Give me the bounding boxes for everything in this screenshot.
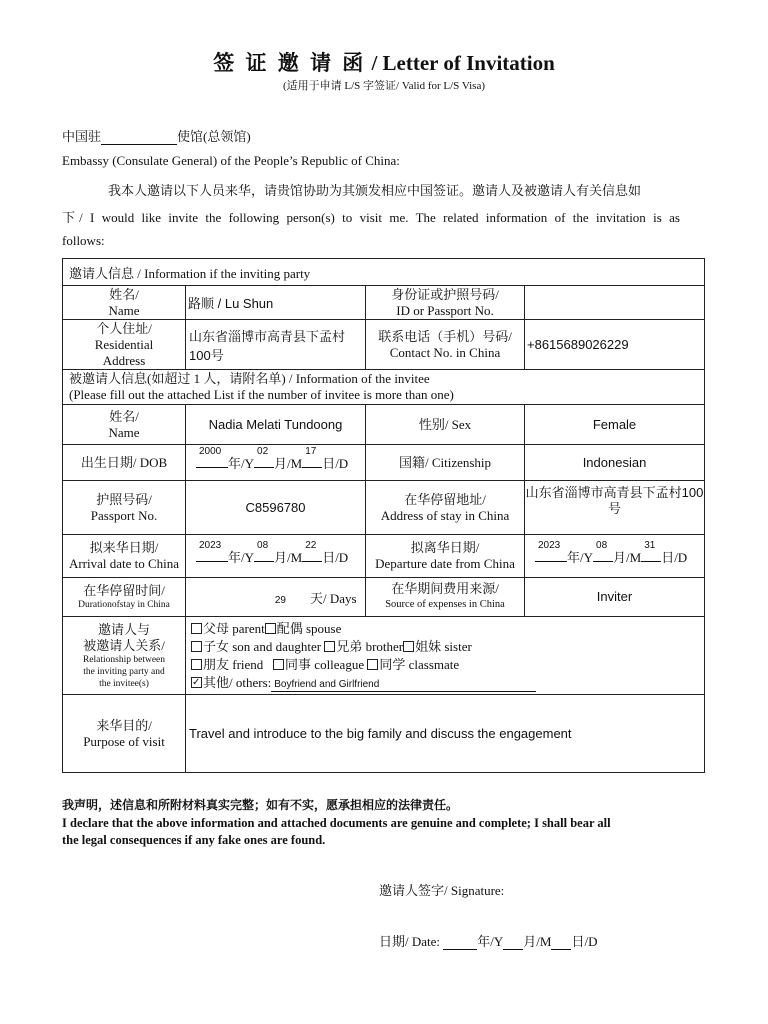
inviter-phone-value[interactable]: +8615689026229 bbox=[525, 320, 705, 370]
inviter-address-label: 个人住址/ Residential Address bbox=[63, 320, 186, 370]
invitation-form-table bbox=[62, 258, 705, 773]
checkbox-sister[interactable]: 姐妹 sister bbox=[403, 639, 472, 654]
invitee-expense-label: 在华期间费用来源/ Source of expenses in China bbox=[366, 578, 525, 617]
invitee-name-value[interactable]: Nadia Melati Tundoong bbox=[186, 405, 366, 445]
checkbox-parent[interactable]: 父母 parent bbox=[191, 621, 265, 636]
invitee-name-label: 姓名/ Name bbox=[63, 405, 186, 445]
invitee-section-label: 被邀请人信息(如超过 1 人，请附名单) / Information of the invitee (Please fill out the attached List if the number of invitee is more than one) bbox=[63, 370, 705, 405]
relationship-other-value[interactable]: Boyfriend and Girlfriend bbox=[271, 678, 536, 692]
inviter-address-value[interactable]: 山东省淄博市高青县下孟村100号 bbox=[186, 320, 366, 370]
invitee-duration-value[interactable]: 29 天/ Days bbox=[186, 578, 366, 617]
inviter-id-value[interactable] bbox=[525, 286, 705, 320]
invitee-dob-label: 出生日期/ DOB bbox=[63, 445, 186, 481]
checkbox-colleague[interactable]: 同事 colleague bbox=[273, 657, 364, 672]
date-year-blank[interactable] bbox=[443, 933, 477, 950]
invitee-stay-address-value[interactable]: 山东省淄博市高青县下孟村100号 bbox=[525, 481, 705, 535]
purpose-value[interactable]: Travel and introduce to the big family and discuss the engagement bbox=[186, 695, 705, 773]
date-day-blank[interactable] bbox=[551, 933, 571, 950]
invitee-arrival-label: 拟来华日期/ Arrival date to China bbox=[63, 535, 186, 578]
checkbox-brother[interactable]: 兄弟 brother bbox=[324, 639, 403, 654]
invitee-expense-value[interactable]: Inviter bbox=[525, 578, 705, 617]
invitee-citizenship-label: 国籍/ Citizenship bbox=[366, 445, 525, 481]
invitee-duration-label: 在华停留时间/ Durationofstay in China bbox=[63, 578, 186, 617]
inviter-name-value[interactable]: 路顺 / Lu Shun bbox=[186, 286, 366, 320]
invitee-arrival-value[interactable]: 2023 年/Y 08 月/M 22 日/D bbox=[186, 535, 366, 578]
intro-line-2: 下/ I would like invite the following person(s) to visit me. The related information of the invitation is as bbox=[62, 210, 680, 225]
invitee-dob-value[interactable]: 2000 年/Y 02 月/M 17 日/D bbox=[186, 445, 366, 481]
invitee-citizenship-value[interactable]: Indonesian bbox=[525, 445, 705, 481]
checkbox-son-daughter[interactable]: 子女 son and daughter bbox=[191, 639, 321, 654]
intro-line-3: follows: bbox=[62, 233, 105, 248]
invitee-passport-label: 护照号码/ Passport No. bbox=[63, 481, 186, 535]
checkbox-others[interactable]: ✓其他/ others: bbox=[191, 675, 271, 690]
date-month-blank[interactable] bbox=[503, 933, 523, 950]
inviter-id-label: 身份证或护照号码/ ID or Passport No. bbox=[366, 286, 525, 320]
invitee-sex-label: 性别/ Sex bbox=[366, 405, 525, 445]
signature-date: 日期/ Date: 年/Y 月/M 日/D bbox=[379, 934, 598, 949]
inviter-name-label: 姓名/ Name bbox=[63, 286, 186, 320]
invitee-sex-value[interactable]: Female bbox=[525, 405, 705, 445]
invitee-passport-value[interactable]: C8596780 bbox=[186, 481, 366, 535]
salutation-en: Embassy (Consulate General) of the People’s Republic of China: bbox=[62, 153, 400, 168]
declaration: 我声明，述信息和所附材料真实完整；如有不实，愿承担相应的法律责任。 I declare that the above information and attached documents are genuine and complete; I shall bear all the legal consequences if any fake ones are found. bbox=[62, 798, 611, 847]
page-title bbox=[0, 47, 768, 77]
subtitle: (适用于申请 L/S 字签证/ Valid for L/S Visa) bbox=[282, 80, 486, 92]
title-en: / Letter of Invitation bbox=[371, 51, 555, 75]
title-cn: 签 证 邀 请 函 bbox=[213, 51, 367, 75]
intro-line-1: 我本人邀请以下人员来华，请贵馆协助为其颁发相应中国签证。邀请人及被邀请人有关信息如 bbox=[108, 183, 642, 198]
invitee-departure-label: 拟离华日期/ Departure date from China bbox=[366, 535, 525, 578]
inviter-phone-label: 联系电话（手机）号码/ Contact No. in China bbox=[366, 320, 525, 370]
inviter-section-label: 邀请人信息 / Information if the inviting party bbox=[63, 259, 705, 286]
checkbox-friend[interactable]: 朋友 friend bbox=[191, 657, 263, 672]
checkbox-spouse[interactable]: 配偶 spouse bbox=[265, 621, 342, 636]
relationship-label: 邀请人与 被邀请人关系/ Relationship between the inviting party and the invitee(s) bbox=[63, 617, 186, 695]
invitee-departure-value[interactable]: 2023 年/Y 08 月/M 31 日/D bbox=[525, 535, 705, 578]
signature-label: 邀请人签字/ Signature: bbox=[379, 883, 505, 898]
salutation-cn: 中国驻 使馆(总领馆) bbox=[62, 129, 251, 144]
invitee-stay-address-label: 在华停留地址/ Address of stay in China bbox=[366, 481, 525, 535]
embassy-blank[interactable] bbox=[101, 128, 177, 145]
relationship-options bbox=[186, 617, 705, 695]
checkbox-classmate[interactable]: 同学 classmate bbox=[367, 657, 459, 672]
purpose-label: 来华目的/ Purpose of visit bbox=[63, 695, 186, 773]
